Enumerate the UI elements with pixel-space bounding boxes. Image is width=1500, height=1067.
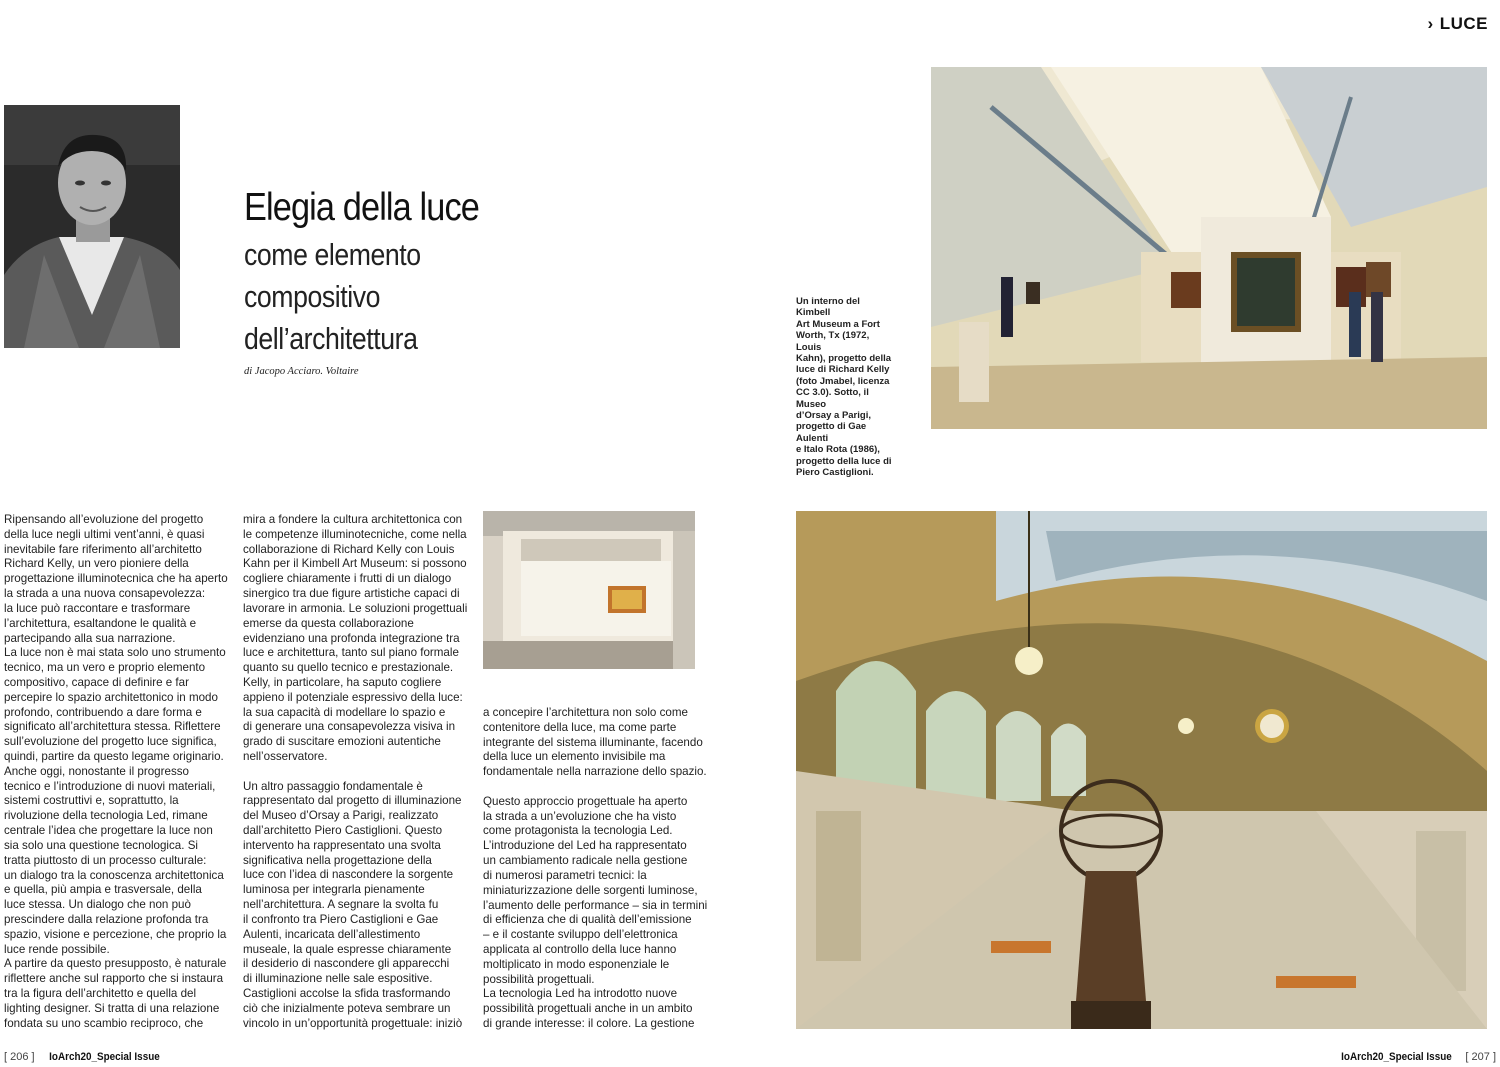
body-line: l’aumento delle performance – sia in termini <box>483 898 708 912</box>
body-line: Ripensando all’evoluzione del progetto <box>4 513 204 526</box>
body-line: Kelly, in particolare, ha saputo cogliere <box>243 675 442 689</box>
body-line: prescindere dalla relazione profonda tra <box>4 912 209 926</box>
body-line: della luce negli ultimi vent’anni, è quasi <box>4 527 205 541</box>
body-line: dall’architetto Piero Castiglioni. Questo <box>243 824 443 838</box>
body-line: sia solo una questione tecnologica. Si <box>4 838 199 852</box>
body-line: tecnico, ma un vero e proprio elemento <box>4 661 206 675</box>
folio-left <box>4 1051 165 1063</box>
body-line: Un altro passaggio fondamentale è <box>243 779 423 793</box>
caption-line: Art Museum a Fort <box>796 318 880 330</box>
body-line: lighting designer. Si tratta di una relazione <box>4 1001 220 1015</box>
caption-line: CC 3.0). Sotto, il Museo <box>796 387 869 410</box>
chevron-right-icon: › <box>1427 14 1434 33</box>
subtitle-line: dell’architettura <box>244 321 418 356</box>
caption-line: Worth, Tx (1972, Louis <box>796 330 870 353</box>
body-line: L’introduzione del Led ha rappresentato <box>483 839 687 853</box>
body-line: Castiglioni accolse la sfida trasformando <box>243 986 451 1000</box>
gallery-display-photo <box>483 511 695 669</box>
body-line: del Museo d’Orsay a Parigi, realizzato <box>243 809 439 823</box>
body-line: possibilità progettuali. <box>483 972 595 986</box>
body-line: moltiplicato in modo esponenziale le <box>483 957 670 971</box>
body-line: Anche oggi, nonostante il progresso <box>4 764 189 778</box>
body-line: significato all’architettura stessa. Riflettere <box>4 720 221 734</box>
body-line: sull’evoluzione del progetto luce significa, <box>4 735 217 749</box>
author-portrait <box>4 105 180 348</box>
caption-line: Piero Castiglioni. <box>796 467 874 479</box>
body-line: emerse da questa collaborazione <box>243 616 414 630</box>
caption-line: luce di Richard Kelly <box>796 364 890 376</box>
caption-line: Un interno del Kimbell <box>796 296 860 319</box>
body-line: luce stessa. Un dialogo che non può <box>4 898 191 912</box>
body-line: quindi, partire da questo legame originario. <box>4 750 224 763</box>
body-line: come protagonista la tecnologia Led. <box>483 824 673 838</box>
body-line: luce con l’idea di nascondere la sorgente <box>243 868 454 882</box>
body-line: ciò che inizialmente poteva sembrare un <box>243 1001 451 1015</box>
page-number: [ 207 ] <box>1465 1051 1496 1063</box>
body-line: un cambiamento radicale nella gestione <box>483 854 688 868</box>
subtitle-line: compositivo <box>244 279 381 314</box>
body-line: Kahn per il Kimbell Art Museum: si possono <box>243 557 467 571</box>
body-line: di illuminazione nelle sale espositive. <box>243 972 433 986</box>
article-subtitle <box>244 234 421 360</box>
body-line: museale, la quale espresse chiaramente <box>243 942 452 956</box>
body-line: contenitore della luce, ma come parte <box>483 720 677 734</box>
body-line: a concepire l’architettura non solo come <box>483 706 688 719</box>
body-line: cogliere chiaramente i frutti di un dialogo <box>243 572 452 586</box>
orsay-museum-photo <box>796 511 1487 1029</box>
body-column-2 <box>243 513 468 1031</box>
body-line: tecnico e l’introduzione di nuovi materiali, <box>4 779 216 793</box>
body-line: fondamentale nella narrazione dello spazio. <box>483 765 707 779</box>
body-line: A partire da questo presupposto, è naturale <box>4 957 227 971</box>
body-line: la strada a un’evoluzione che ha visto <box>483 809 677 823</box>
body-line: La tecnologia Led ha introdotto nuove <box>483 987 678 1001</box>
body-line: intervento ha rappresentato una svolta <box>243 838 441 852</box>
magazine-name: IoArch20_Special Issue <box>1340 1051 1452 1063</box>
caption-line: progetto della luce di <box>796 455 892 467</box>
body-line: le competenze illuminotecniche, come nella <box>243 527 467 541</box>
body-line: il confronto tra Piero Castiglioni e Gae <box>243 912 439 926</box>
body-line: luce e architettura, tanto sul piano formale <box>243 646 459 660</box>
body-line: profondo, contribuendo a dare forma e <box>4 705 202 719</box>
body-line: rivoluzione della tecnologia Led, rimane <box>4 809 208 823</box>
article-title: Elegia della luce <box>244 186 479 229</box>
caption-line: d’Orsay a Parigi, <box>796 410 871 422</box>
body-line: evidenziano una profonda integrazione tra <box>243 631 460 645</box>
body-line: vincolo in un’opportunità progettuale: iniziò <box>243 1016 463 1030</box>
body-line: miniaturizzazione delle sorgenti luminose, <box>483 883 698 897</box>
body-line: progettazione illuminotecnica che ha aperto <box>4 572 228 586</box>
body-line: sistemi costruttivi e, soprattutto, la <box>4 794 179 808</box>
body-line: tratta piuttosto di un processo culturale: <box>4 853 207 867</box>
body-line: applicata al controllo della luce hanno <box>483 942 677 956</box>
body-line: e quella, più ampia e trasversale, della <box>4 883 202 897</box>
body-line: centrale l’idea che progettare la luce non <box>4 824 213 838</box>
body-line: luminosa per integrarla pienamente <box>243 883 425 897</box>
body-column-3 <box>483 706 708 1032</box>
caption-line: progetto di Gae Aulenti <box>796 421 867 444</box>
body-line: La luce non è mai stata solo uno strumento <box>4 646 226 660</box>
body-line: il desiderio di nascondere gli apparecchi <box>243 957 450 971</box>
body-line: della luce un elemento invisibile ma <box>483 750 666 764</box>
body-line: lavorare in armonia. Le soluzioni progettuali <box>243 601 468 615</box>
body-line: tra la figura dell’architetto e quella del <box>4 987 197 1000</box>
body-line: riflettere anche sul rapporto che si instaura <box>4 972 224 986</box>
photo-caption <box>796 296 896 479</box>
body-line: l’architettura, esaltandone le qualità e <box>4 616 197 630</box>
caption-line: e Italo Rota (1986), <box>796 444 880 456</box>
body-line: la sua capacità di modellare lo spazio e <box>243 705 446 719</box>
caption-line: Kahn), progetto della <box>796 353 891 365</box>
body-line: collaborazione di Richard Kelly con Louis <box>243 542 455 556</box>
body-line: integrante del sistema illuminante, facendo <box>483 735 703 749</box>
body-line: fondata su uno scambio reciproco, che <box>4 1016 204 1030</box>
body-column-1 <box>4 513 228 1031</box>
body-line: mira a fondere la cultura architettonica con <box>243 513 463 526</box>
section-tag-label: LUCE <box>1439 14 1488 33</box>
body-line: di numerosi parametri tecnici: la <box>483 868 647 882</box>
body-line: possibilità progettuali anche in un ambito <box>483 1002 693 1016</box>
magazine-name: IoArch20_Special Issue <box>48 1051 160 1063</box>
byline: di Jacopo Acciaro. Voltaire <box>244 366 359 377</box>
section-tag <box>1428 14 1488 34</box>
caption-line: (foto Jmabel, licenza <box>796 375 890 387</box>
body-line: di grande interesse: il colore. La gestione <box>483 1017 695 1031</box>
body-line: inevitabile fare riferimento all’architetto <box>4 542 202 556</box>
body-line: – e il costante sviluppo dell’elettronica <box>483 928 678 942</box>
body-line: di generare una consapevolezza visiva in <box>243 720 456 734</box>
body-line: percepire lo spazio architettonico in modo <box>4 690 218 704</box>
body-line: Aulenti, incaricata dell’allestimento <box>243 927 421 941</box>
body-line: rappresentato dal progetto di illuminazione <box>243 794 462 808</box>
body-line: nell’osservatore. <box>243 750 328 763</box>
body-line: la luce può raccontare e trasformare <box>4 601 191 615</box>
body-line: un dialogo tra la conoscenza architettonica <box>4 868 224 882</box>
body-line: la strada a una nuova consapevolezza: <box>4 587 206 601</box>
body-line: partecipando alla sua narrazione. <box>4 631 176 645</box>
body-line: luce rende possibile. <box>4 942 110 956</box>
body-line: grado di suscitare emozioni autentiche <box>243 735 441 749</box>
body-line: appieno il potenziale espressivo della luce: <box>243 690 463 704</box>
body-line: nell’architettura. A segnare la svolta fu <box>243 898 439 912</box>
body-line: compositivo, capace di definire e far <box>4 675 189 689</box>
kimbell-museum-photo <box>931 67 1487 429</box>
body-line: quanto su quello tecnico e prestazionale. <box>243 661 454 675</box>
body-line: di efficienza che di qualità dell’emissione <box>483 913 692 927</box>
page-number: [ 206 ] <box>4 1051 35 1063</box>
body-line: Questo approccio progettuale ha aperto <box>483 794 688 808</box>
body-line: spazio, visione e percezione, che proprio la <box>4 927 227 941</box>
body-line: sinergico tra due figure artistiche capaci di <box>243 587 460 601</box>
folio-right <box>1335 1051 1496 1063</box>
body-line: significativa nella progettazione della <box>243 853 432 867</box>
body-line: Richard Kelly, un vero pioniere della <box>4 557 189 571</box>
subtitle-line: come elemento <box>244 237 421 272</box>
